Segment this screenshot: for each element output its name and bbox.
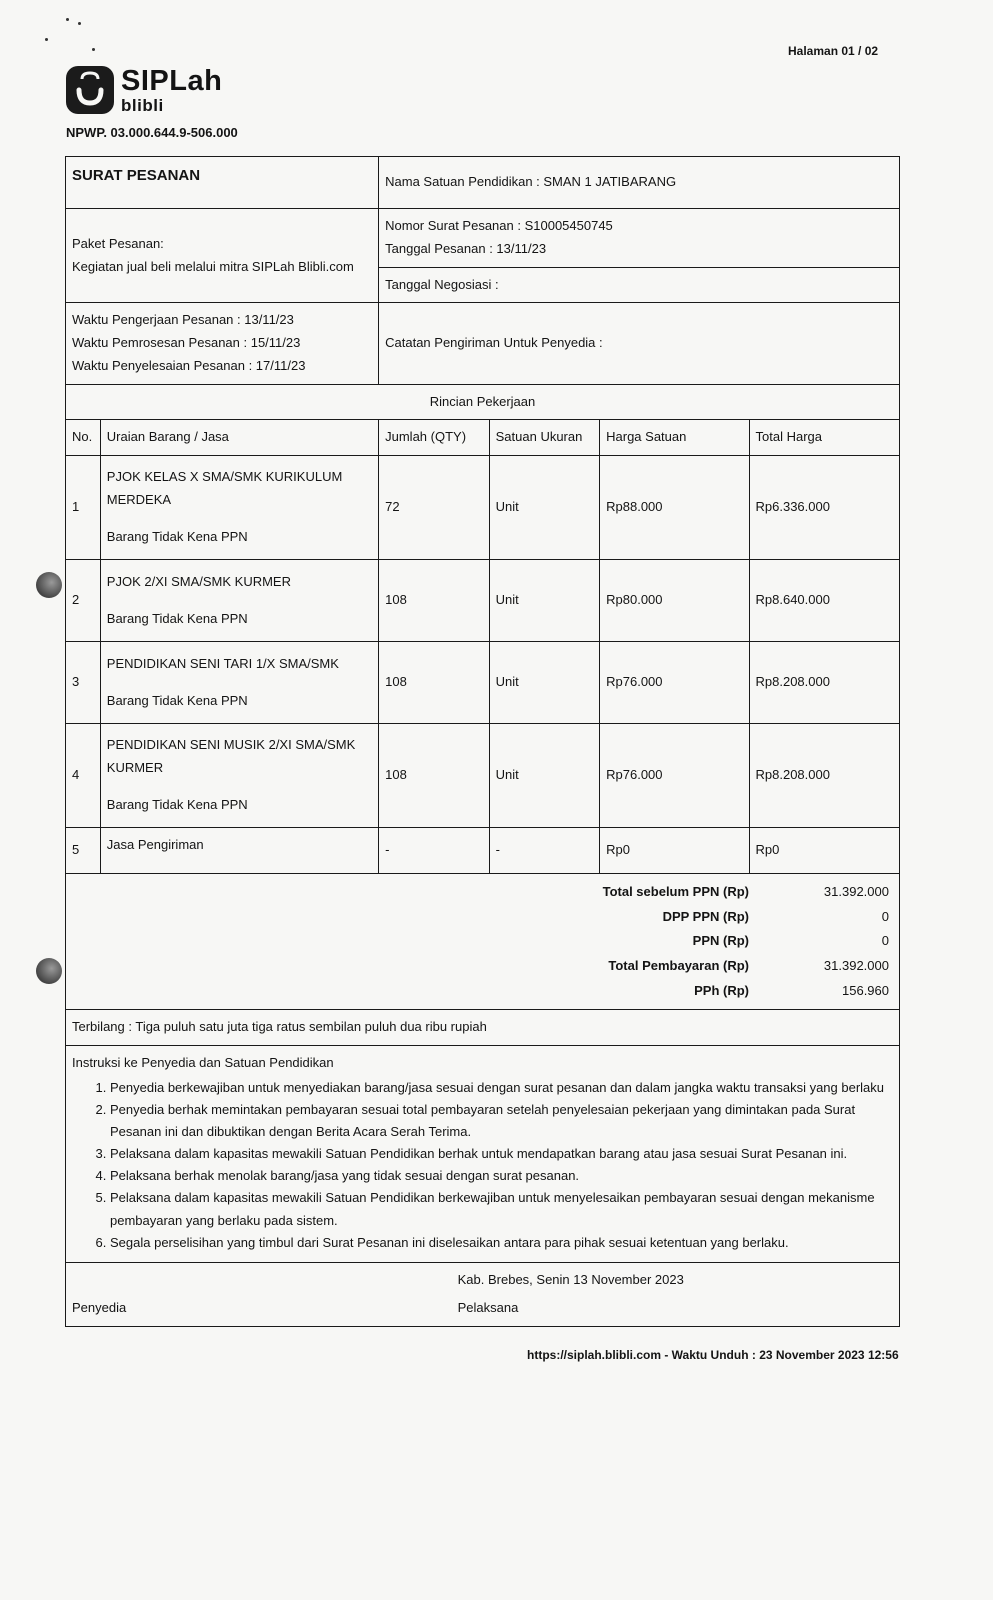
item-qty: 108 (379, 642, 490, 724)
item-tax: Barang Tidak Kena PPN (106, 528, 248, 544)
speck (45, 38, 48, 41)
punch-hole (36, 958, 62, 984)
school-name: Nama Satuan Pendidikan : SMAN 1 JATIBARANG (379, 157, 900, 209)
speck (66, 18, 69, 21)
item-qty: 72 (379, 456, 490, 560)
item-tax: Barang Tidak Kena PPN (106, 610, 248, 626)
speck (92, 48, 95, 51)
item-description (100, 642, 378, 724)
footer-download-info: https://siplah.blibli.com - Waktu Unduh : 23 November 2023 12:56 (527, 1348, 899, 1362)
instruction-item: 5. Pelaksana dalam kapasitas mewakili Satuan Pendidikan berkewajiban untuk menyelesaikan pembayaran sesuai dengan mekanisme pembayaran yang berlaku pada sistem. (110, 1187, 893, 1231)
total-before-tax: Total sebelum PPN (Rp) 31.392.000 (602, 884, 889, 899)
logo-name: SIPLah (121, 64, 223, 97)
package-cell (66, 209, 379, 303)
item-no: 4 (66, 724, 101, 828)
item-no: 5 (66, 828, 101, 874)
item-name: PENDIDIKAN SENI TARI 1/X SMA/SMK (106, 655, 339, 671)
npwp: NPWP. 03.000.644.9-506.000 (66, 125, 238, 140)
instruction-item: 3. Pelaksana dalam kapasitas mewakili Satuan Pendidikan berhak untuk mendapatkan barang atau jasa sesuai Surat Pesanan ini. (110, 1143, 893, 1165)
item-total: Rp8.208.000 (749, 642, 899, 724)
item-qty: 108 (379, 560, 490, 642)
executor-label: Pelaksana (457, 1300, 519, 1316)
item-name: Jasa Pengiriman (106, 837, 204, 852)
item-description (100, 724, 378, 828)
instructions-title: Instruksi ke Penyedia dan Satuan Pendidikan (72, 1055, 334, 1071)
item-qty: - (379, 828, 490, 874)
order-info (379, 209, 900, 268)
item-total: Rp0 (749, 828, 899, 874)
total-payment: Total Pembayaran (Rp) 31.392.000 (608, 958, 889, 974)
item-unit: Unit (489, 456, 600, 560)
item-total: Rp6.336.000 (749, 456, 899, 560)
provider-label: Penyedia (72, 1300, 127, 1316)
col-total: Total Harga (749, 420, 899, 456)
finish-time: Waktu Penyelesaian Pesanan : 17/11/23 (72, 357, 306, 373)
table-row (66, 560, 900, 642)
item-no: 3 (66, 642, 101, 724)
item-description (100, 456, 378, 560)
instruction-item: 6. Segala perselisihan yang timbul dari Surat Pesanan ini diselesaikan antara para pihak sesuai ketentuan yang berlaku. (110, 1232, 893, 1254)
col-price: Harga Satuan (600, 420, 749, 456)
item-price: Rp76.000 (600, 724, 749, 828)
col-no: No. (66, 420, 101, 456)
pph: PPh (Rp) 156.960 (694, 982, 889, 998)
col-description: Uraian Barang / Jasa (100, 420, 378, 456)
shipping-note: Catatan Pengiriman Untuk Penyedia : (379, 303, 900, 384)
details-title: Rincian Pekerjaan (66, 384, 900, 420)
item-no: 1 (66, 456, 101, 560)
col-unit: Satuan Ukuran (489, 420, 600, 456)
punch-hole (36, 572, 62, 598)
table-row (66, 456, 900, 560)
place-date: Kab. Brebes, Senin 13 November 2023 (457, 1271, 684, 1287)
doc-title: SURAT PESANAN (66, 157, 379, 209)
item-price: Rp88.000 (600, 456, 749, 560)
item-price: Rp80.000 (600, 560, 749, 642)
item-total: Rp8.208.000 (749, 724, 899, 828)
package-value: Kegiatan jual beli melalui mitra SIPLah Blibli.com (72, 258, 354, 274)
totals-block (66, 874, 900, 1010)
col-qty: Jumlah (QTY) (379, 420, 490, 456)
order-document (65, 156, 900, 1327)
siplah-logo (66, 66, 222, 114)
item-description (100, 560, 378, 642)
work-time: Waktu Pengerjaan Pesanan : 13/11/23 (72, 312, 294, 328)
item-name: PJOK KELAS X SMA/SMK KURIKULUM MERDEKA (106, 469, 343, 508)
process-time: Waktu Pemrosesan Pesanan : 15/11/23 (72, 335, 301, 350)
item-name: PJOK 2/XI SMA/SMK KURMER (106, 573, 291, 589)
instructions-list (72, 1077, 893, 1254)
instruction-item: 4. Pelaksana berhak menolak barang/jasa yang tidak sesuai dengan surat pesanan. (110, 1165, 893, 1187)
table-row (66, 642, 900, 724)
order-date: Tanggal Pesanan : 13/11/23 (385, 240, 547, 256)
item-name: PENDIDIKAN SENI MUSIK 2/XI SMA/SMK KURMER (106, 737, 356, 776)
ppn: PPN (Rp) 0 (692, 933, 889, 949)
negotiation-date: Tanggal Negosiasi : (379, 267, 900, 303)
item-qty: 108 (379, 724, 490, 828)
page-number: Halaman 01 / 02 (788, 44, 879, 58)
item-unit: - (489, 828, 600, 874)
item-tax: Barang Tidak Kena PPN (106, 796, 248, 812)
item-tax: Barang Tidak Kena PPN (106, 692, 248, 708)
item-no: 2 (66, 560, 101, 642)
item-description (100, 828, 378, 874)
package-label: Paket Pesanan: (72, 235, 164, 251)
dpp-ppn: DPP PPN (Rp) 0 (662, 908, 889, 924)
item-price: Rp0 (600, 828, 749, 874)
amount-in-words: Terbilang : Tiga puluh satu juta tiga ratus sembilan puluh dua ribu rupiah (66, 1010, 900, 1046)
timeline-cell (66, 303, 379, 384)
item-unit: Unit (489, 724, 600, 828)
logo-sub: blibli (121, 95, 164, 115)
table-row (66, 724, 900, 828)
item-unit: Unit (489, 560, 600, 642)
instruction-item: 1. Penyedia berkewajiban untuk menyediakan barang/jasa sesuai dengan surat pesanan dan dalam jangka waktu transaksi yang berlaku (110, 1077, 893, 1099)
item-total: Rp8.640.000 (749, 560, 899, 642)
shopping-bag-icon (66, 66, 114, 114)
item-price: Rp76.000 (600, 642, 749, 724)
item-unit: Unit (489, 642, 600, 724)
signature-executor (457, 1262, 900, 1327)
speck (78, 22, 81, 25)
order-number: Nomor Surat Pesanan : S10005450745 (385, 218, 613, 233)
table-row (66, 828, 900, 874)
instruction-item: 2. Penyedia berhak memintakan pembayaran sesuai total pembayaran setelah penyelesaian pekerjaan yang dimintakan pada Surat Pesanan ini dan dibuktikan dengan Berita Acara Serah Terima. (110, 1099, 893, 1143)
instructions-block (66, 1046, 900, 1263)
